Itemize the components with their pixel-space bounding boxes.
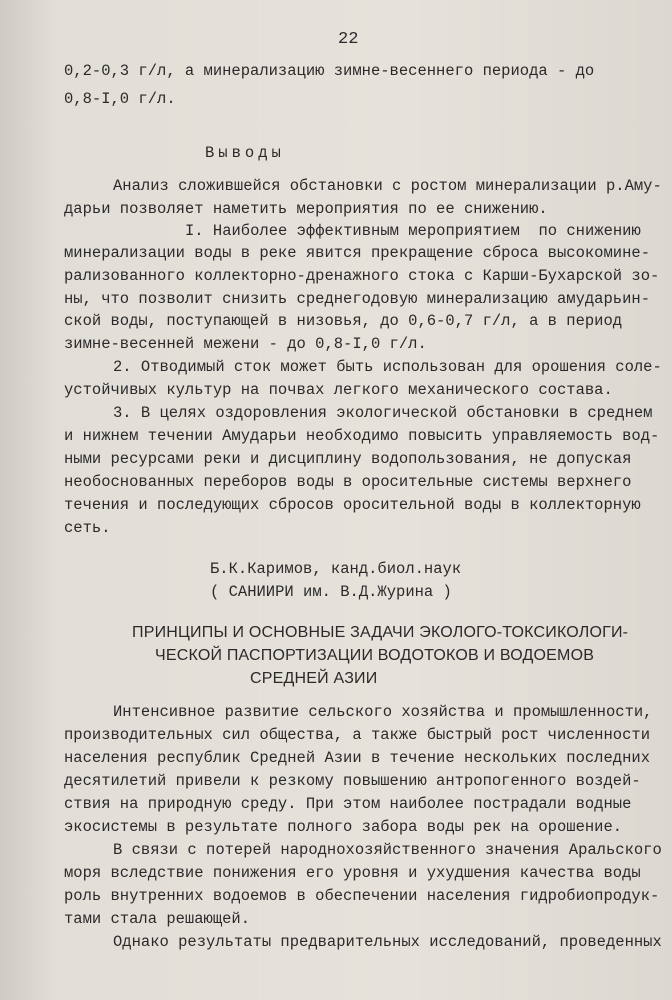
text-line: устойчивых культур на почвах легкого механического состава.: [64, 381, 613, 399]
author-affiliation: ( САНИИРИ им. В.Д.Журина ): [210, 583, 452, 601]
article-title-line: СРЕДНЕЙ АЗИИ: [250, 670, 378, 687]
text-line: ствия на природную среду. При этом наиболее пострадали водные: [64, 795, 632, 813]
text-line: экосистемы в результате полного забора воды рек на орошение.: [64, 818, 623, 836]
text-line: роль внутренних водоемов в обеспечении населения гидробиопродук-: [64, 887, 660, 905]
text-line: 3. В целях оздоровления экологической обстановки в среднем: [113, 404, 653, 422]
text-line: течения и последующих сбросов оросительной воды в коллекторную: [64, 496, 641, 514]
text-line: Анализ сложившейся обстановки с ростом минерализации р.Аму-: [113, 177, 662, 195]
text-line: Однако результаты предварительных исследований, проведенных: [113, 933, 662, 951]
text-line: и нижнем течении Амударьи необходимо повысить управляемость вод-: [64, 427, 660, 445]
text-line: населения республик Средней Азии в течение нескольких последних: [64, 749, 650, 767]
text-line: 0,8-I,0 г/л.: [64, 90, 176, 108]
text-line: I. Наиболее эффективным мероприятием по снижению: [185, 222, 641, 240]
conclusions-heading: Выводы: [205, 144, 285, 162]
author-name: Б.К.Каримов, канд.биол.наук: [210, 560, 462, 578]
text-line: ны, что позволит снизить среднегодовую минерализацию амударьин-: [64, 290, 650, 308]
text-line: В связи с потерей народнохозяйственного значения Аральского: [113, 841, 662, 859]
page-number: 22: [338, 30, 359, 49]
text-line: производительных сил общества, а также быстрый рост численности: [64, 726, 650, 744]
text-line: десятилетий привели к резкому повышению антропогенного воздей-: [64, 772, 641, 790]
text-line: 0,2-0,3 г/л, а минерализацию зимне-весеннего периода - до: [64, 62, 595, 80]
text-line: зимне-весенней межени - до 0,8-I,0 г/л.: [64, 335, 427, 353]
article-title-line: ЧЕСКОЙ ПАСПОРТИЗАЦИИ ВОДОТОКОВ И ВОДОЕМОВ: [155, 647, 595, 664]
text-line: минерализации воды в реке явится прекращение сброса высокомине-: [64, 244, 650, 262]
text-line: Интенсивное развитие сельского хозяйства и промышленности,: [113, 703, 653, 721]
text-line: тами стала решающей.: [64, 910, 251, 928]
text-line: необоснованных переборов воды в оросительные системы верхнего: [64, 473, 632, 491]
text-line: дарьи позволяет наметить мероприятия по ее снижению.: [64, 200, 548, 218]
text-line: ской воды, поступающей в низовья, до 0,6-0,7 г/л, а в период: [64, 312, 623, 330]
text-line: 2. Отводимый сток может быть использован для орошения соле-: [113, 358, 662, 376]
text-line: ными ресурсами реки и дисциплину водопользования, не допуская: [64, 450, 632, 468]
text-line: моря вследствие понижения его уровня и ухудшения качества воды: [64, 864, 641, 882]
text-line: рализованного коллекторно-дренажного стока с Карши-Бухарской зо-: [64, 267, 660, 285]
text-line: сеть.: [64, 519, 111, 537]
article-title-line: ПРИНЦИПЫ И ОСНОВНЫЕ ЗАДАЧИ ЭКОЛОГО-ТОКСИКОЛОГИ-: [132, 624, 629, 641]
